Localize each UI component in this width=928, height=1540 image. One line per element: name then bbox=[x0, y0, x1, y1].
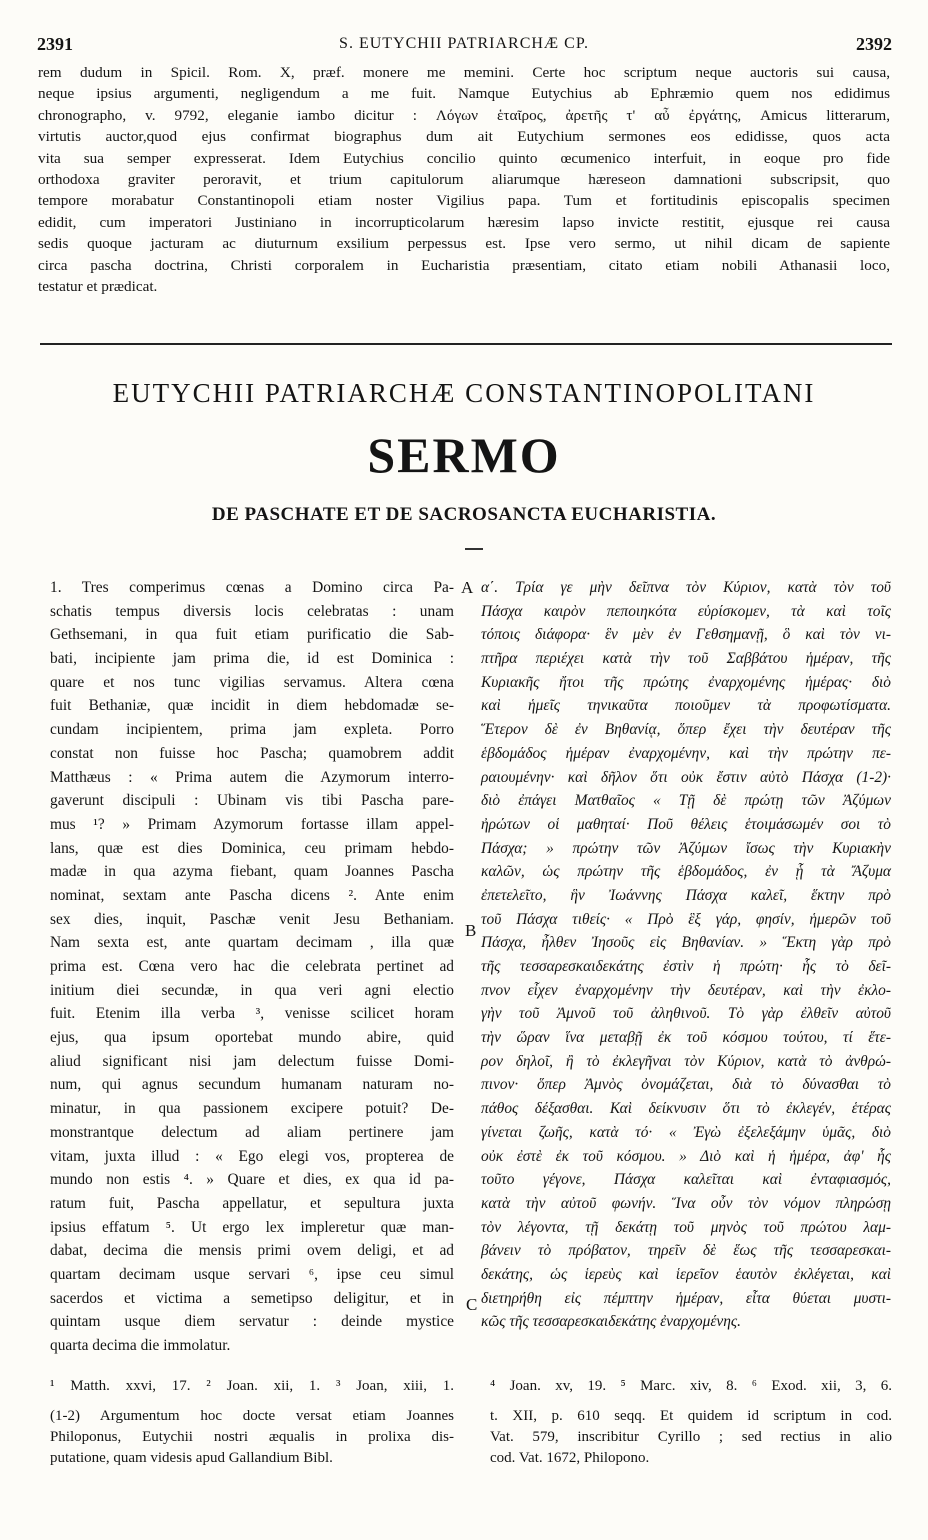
greek-line: κῶς τῆς τεσσαρεσκαιδεκάτης ἐναρχομένης. bbox=[481, 1313, 741, 1331]
greek-line: πινον· ὅπερ Ἀμνὸς ὀνομάζεται, διὰ τὸ δύνασθαι τὸ bbox=[481, 1076, 891, 1094]
sermon-author-heading: EUTYCHII PATRIARCHÆ CONSTANTINOPOLITANI bbox=[112, 378, 816, 408]
greek-line: Πάσχα καιρὸν πεποιηκότα εὑρίσκομεν, τὰ καὶ τοῖς bbox=[481, 602, 891, 620]
sermon-subtitle: DE PASCHATE ET DE SACROSANCTA EUCHARISTIA. bbox=[211, 504, 717, 525]
greek-line: οὐκ ἐστὲ ἐκ τοῦ κόσμου. » Διὸ καὶ ἡ ἡμέρα, ἀφ' ἧς bbox=[481, 1147, 891, 1165]
intro-line: vita sua semper expresserat. Idem Eutychius concilio quinto œcumenico interfuit, in eoque pro fide bbox=[38, 149, 890, 167]
intro-line: rem dudum in Spicil. Rom. X, præf. monere me memini. Certe hoc scriptum neque auctoris sui causa, bbox=[38, 64, 890, 81]
greek-line: πάθος δέξασθαι. Καὶ δείκνυσιν ὅτι τὸ ἐκλεγέν, ἑτέρας bbox=[481, 1100, 891, 1118]
latin-line: prima est. Cœna vero hac die celebrata pertinet ad bbox=[50, 958, 454, 975]
latin-line: ipsius effatum ⁵. Ut ergo lex impleretur quæ man- bbox=[50, 1218, 454, 1236]
page-number-right: 2392 bbox=[856, 34, 892, 54]
intro-line: edidit, cum imperatori Justiniano in incorrupticolarum hæresim lapso invicte restitit, ejusque rei causa bbox=[38, 213, 890, 231]
latin-line: fuit. Etenim illa verba ³, venisse scilicet horam bbox=[50, 1005, 454, 1023]
latin-line: schatis tempus diversis locis celebratas : unam bbox=[50, 602, 454, 620]
greek-line: Κυριακῆς ἤτοι τῆς πρώτης ἐναρχομένης ἡμέρας· διὸ bbox=[481, 673, 891, 691]
latin-line: quare et nos tunc vigilias servamus. Altera cœna bbox=[50, 673, 454, 691]
greek-line: ἐπετελεῖτο, ἣν Ἰωάννης Πάσχα καλεῖ, ἕκτην πρὸ bbox=[481, 886, 891, 904]
greek-line: α΄. Τρία γε μὴν δεῖπνα τὸν Κύριον, κατὰ τὸν τοῦ bbox=[481, 579, 891, 596]
intro-paragraph bbox=[38, 62, 890, 297]
latin-line: aliud significant nisi jam delectum fuisse Domi- bbox=[50, 1052, 454, 1070]
footnotes-right bbox=[490, 1376, 892, 1469]
greek-line: τῆς τεσσαρεσκαιδεκάτης ἐστὶν ἡ πρώτη· ἧς τὸ δεῖ- bbox=[481, 958, 891, 975]
latin-line: madæ in qua azyma fiebant, quam Joannes Pascha bbox=[50, 863, 454, 881]
greek-line: ἠρώτων οἱ μαθηταί· Ποῦ θέλεις ἑτοιμάσωμέν σοι τὸ bbox=[481, 815, 891, 833]
latin-line: monstrantque delectum ad aliam pertinere jam bbox=[50, 1123, 454, 1141]
latin-line: fuit Bethaniæ, quæ incidit in diem hebdomadæ se- bbox=[50, 697, 454, 715]
page-number-left: 2391 bbox=[37, 34, 73, 54]
latin-line: dabat, decima die mensis primi ovem deligi, et ad bbox=[50, 1242, 454, 1260]
greek-line: τοῦτο γέγονε, Πάσχα καλεῖται καὶ ἐνταφιασμός, bbox=[481, 1171, 891, 1189]
footnote-line: Vat. 579, inscribitur Cyrillo ; sed rectius in alio bbox=[490, 1429, 892, 1445]
greek-line: ραιουμένην· καὶ δῆλον ὅτι οὐκ ἔστιν αὐτὸ Πάσχα (1-2)· bbox=[481, 768, 891, 786]
sermon-title: SERMO bbox=[367, 427, 561, 483]
footnote-line: t. XII, p. 610 seqq. Et quidem id scriptum in cod. bbox=[490, 1408, 892, 1424]
footnote-line: (1-2) Argumentum hoc docte versat etiam Joannes bbox=[50, 1408, 454, 1424]
latin-line: cundam incipientem, prima jam expleta. Porro bbox=[50, 721, 454, 739]
footnote-line: cod. Vat. 1672, Philopono. bbox=[490, 1450, 650, 1466]
greek-line: διετηρήθη εἰς πέμπτην ἡμέραν, εἶτα θύεται μυστι- bbox=[481, 1289, 891, 1307]
margin-letter-b: B bbox=[465, 921, 477, 940]
latin-line: quintam usque diem servatur : deinde mystice bbox=[50, 1313, 454, 1331]
margin-letter-a: A bbox=[461, 578, 474, 597]
running-head-title: S. EUTYCHII PATRIARCHÆ CP. bbox=[339, 35, 589, 52]
footnote-line: putatione, quam videsis apud Gallandium Bibl. bbox=[50, 1450, 333, 1466]
intro-line: sedis quoque jacturam ac diuturnum exsilium perpessus est. Ipse vero sermo, ut nihil dicam de sapiente bbox=[38, 235, 890, 253]
latin-line: constat non fuisse hoc Pascha; quamobrem addit bbox=[50, 744, 454, 762]
latin-line: ratum fuit, Pascha appellatur, et sepultura juxta bbox=[50, 1194, 454, 1212]
intro-line: orthodoxa graviter peroravit, et trium capitulorum aliarumque hæreseon damnationi subscripsit, quo bbox=[38, 170, 890, 188]
running-head bbox=[0, 0, 928, 62]
greek-line: πνον εἶχεν ἐναρχομένην τὴν δευτέραν, καὶ τὴν ἐκλο- bbox=[481, 981, 891, 999]
intro-line: virtutis auctor,quod ejus confirmat biographus dum ait Eutychium sermones eos edidisse, quos acta bbox=[38, 128, 890, 146]
latin-line: lans, quæ est dies Dominica, ceu primam hebdo- bbox=[50, 839, 454, 857]
latin-line: nominat, sextam ante Pascha dicens ². Ante enim bbox=[50, 886, 454, 904]
greek-line: βάνειν τὸ πρόβατον, τηρεῖν δὲ ἕως τῆς τεσσαρεσκαι- bbox=[481, 1242, 891, 1260]
greek-line: Πάσχα, ἦλθεν Ἰησοῦς εἰς Βηθανίαν. » Ἕκτη γὰρ πρὸ bbox=[481, 934, 891, 952]
greek-line: γὴν τοῦ Ἀμνοῦ τοῦ ἀληθινοῦ. Τὸ γὰρ ἐλθεῖν αὐτοῦ bbox=[481, 1005, 891, 1023]
intro-line: tempore morabatur Constantinopoli etiam noster Vigilius papa. Tum et fortitudinis episcopalis specimen bbox=[38, 192, 890, 210]
latin-line: gaverunt discipuli : Ubinam vis tibi Pascha pare- bbox=[50, 792, 454, 810]
intro-line: circa pascha doctrina, Christi corporalem in Eucharistia præsentiam, citato etiam nobili Athanasii loco, bbox=[38, 256, 890, 274]
greek-line: διὸ ἐπάγει Ματθαῖος « Τῇ δὲ πρώτῃ τῶν Ἀζύμων bbox=[481, 792, 891, 810]
latin-line: mundo non estis ⁴. » Quare et dies, ex qua id pa- bbox=[50, 1171, 454, 1189]
greek-line: τόποις διάφορα· ἓν μὲν ἐν Γεθσημανῇ, ὃ καὶ τὸν νι- bbox=[481, 626, 891, 644]
intro-line: chronographo, v. 9792, eleganie iambo dicitur : Λόγων ἑταῖρος, ἀρετῆς τ' αὖ ἐργάτης, Amicus litterarum, bbox=[38, 106, 890, 124]
footnote-line: Philoponus, Eutychii nostri æqualis in prolixa dis- bbox=[50, 1429, 454, 1445]
latin-line: bati, incipiente jam prima die, id est Dominica : bbox=[50, 650, 454, 668]
latin-line: minatur, in qua passionem excipere potuit? De- bbox=[50, 1100, 454, 1118]
greek-line: ρον δηλοῖ, ἢ τὸ ἐκλεγῆναι τὸν Κύριον, κατὰ τὸ ἀνθρώ- bbox=[481, 1052, 891, 1070]
latin-column bbox=[50, 576, 454, 1358]
greek-line: τὴν ὥραν ἵνα μεταβῇ ἐκ τοῦ κόσμου τούτου, τί ἕτε- bbox=[481, 1029, 891, 1047]
greek-column bbox=[481, 576, 891, 1334]
greek-line: ἑβδομάδος ἡμέραν ἐναρχομένην, καὶ τὴν πρώτην πε- bbox=[481, 744, 891, 762]
footnote-references-right: ⁴ Joan. xv, 19. ⁵ Marc. xiv, 8. ⁶ Exod. xii, 3, 6. bbox=[490, 1378, 892, 1394]
greek-line: Πάσχα; » πρώτην τῶν Ἀζύμων ἴσως τὴν Κυριακὴν bbox=[481, 839, 891, 857]
latin-line: quarta decima die immolatur. bbox=[50, 1337, 231, 1354]
intro-line: neque ipsius argumenti, negligendum a me fuit. Namque Eutychius ab Ephræmio quem nos edidimus bbox=[38, 85, 890, 103]
margin-letter-c: C bbox=[466, 1295, 478, 1314]
greek-line: τοῦ Πάσχα τιθείς· « Πρὸ ἓξ γάρ, φησίν, ἡμερῶν τοῦ bbox=[481, 910, 891, 928]
footnote-references-left: ¹ Matth. xxvi, 17. ² Joan. xii, 1. ³ Joan, xiii, 1. bbox=[50, 1378, 454, 1394]
greek-line: πτῆρα περιέχει κατὰ τὴν τοῦ Σαββάτου ἡμέραν, τῆς bbox=[481, 650, 891, 668]
title-dash bbox=[465, 548, 483, 550]
intro-line: testatur et prædicat. bbox=[38, 277, 158, 295]
latin-line: vitam, juxta illud : « Ego elegi vos, propterea de bbox=[50, 1147, 454, 1165]
latin-line: quartam decimam usque servari ⁶, ipse ceu simul bbox=[50, 1265, 454, 1283]
latin-line: mus ¹? » Primam Azymorum fortasse illam appel- bbox=[50, 815, 454, 833]
latin-line: Nam sexta est, ante quartam decimam , illa quæ bbox=[50, 934, 454, 952]
latin-line: initium diei secundæ, in qua veri agni electio bbox=[50, 981, 454, 999]
latin-line: Gethsemani, in qua fuit etiam purificatio die Sab- bbox=[50, 626, 454, 644]
greek-line: τὸν λέγοντα, τῇ δεκάτῃ τοῦ μηνὸς τοῦ πρώτου λαμ- bbox=[481, 1218, 891, 1236]
latin-line: sacerdos et victima a semetipso deligitur, et in bbox=[50, 1289, 454, 1307]
greek-line: γίνεται ζωῆς, κατὰ τό· « Ἐγὼ ἐξελεξάμην ὑμᾶς, διὸ bbox=[481, 1123, 891, 1141]
greek-line: Ἕτερον δὲ ἐν Βηθανίᾳ, ὅπερ ἔχει τὴν δευτέραν τῆς bbox=[481, 721, 891, 739]
latin-line: num, qui agnus secundum humanam naturam no- bbox=[50, 1076, 454, 1094]
greek-line: καλῶν, ὡς πρώτην τῆς ἑβδομάδος, ἐν ᾗ τὰ Ἄζυμα bbox=[481, 863, 891, 881]
latin-line: Matthæus : « Prima autem die Azymorum interro- bbox=[50, 768, 454, 786]
greek-line: δεκάτης, ὡς ἱερεὺς καὶ ἱερεῖον ἑαυτὸν ἐκλέγεται, καὶ bbox=[481, 1265, 891, 1283]
footnotes-left bbox=[50, 1376, 454, 1469]
greek-line: κατὰ τὴν αὐτοῦ φωνήν. Ἵνα οὖν τὸν νόμον πληρώσῃ bbox=[481, 1194, 891, 1212]
section-divider bbox=[40, 343, 892, 345]
latin-line: 1. Tres comperimus cœnas a Domino circa Pa- bbox=[50, 579, 454, 596]
greek-line: καὶ ἡμεῖς τηνικαῦτα ποιοῦμεν τὰ προφωτίσματα. bbox=[481, 697, 891, 715]
latin-line: sex dies, inquit, Paschæ venit Jesu Bethaniam. bbox=[50, 910, 454, 928]
latin-line: ejus, qua ipsum oportebat mundo abire, quid bbox=[50, 1029, 454, 1047]
